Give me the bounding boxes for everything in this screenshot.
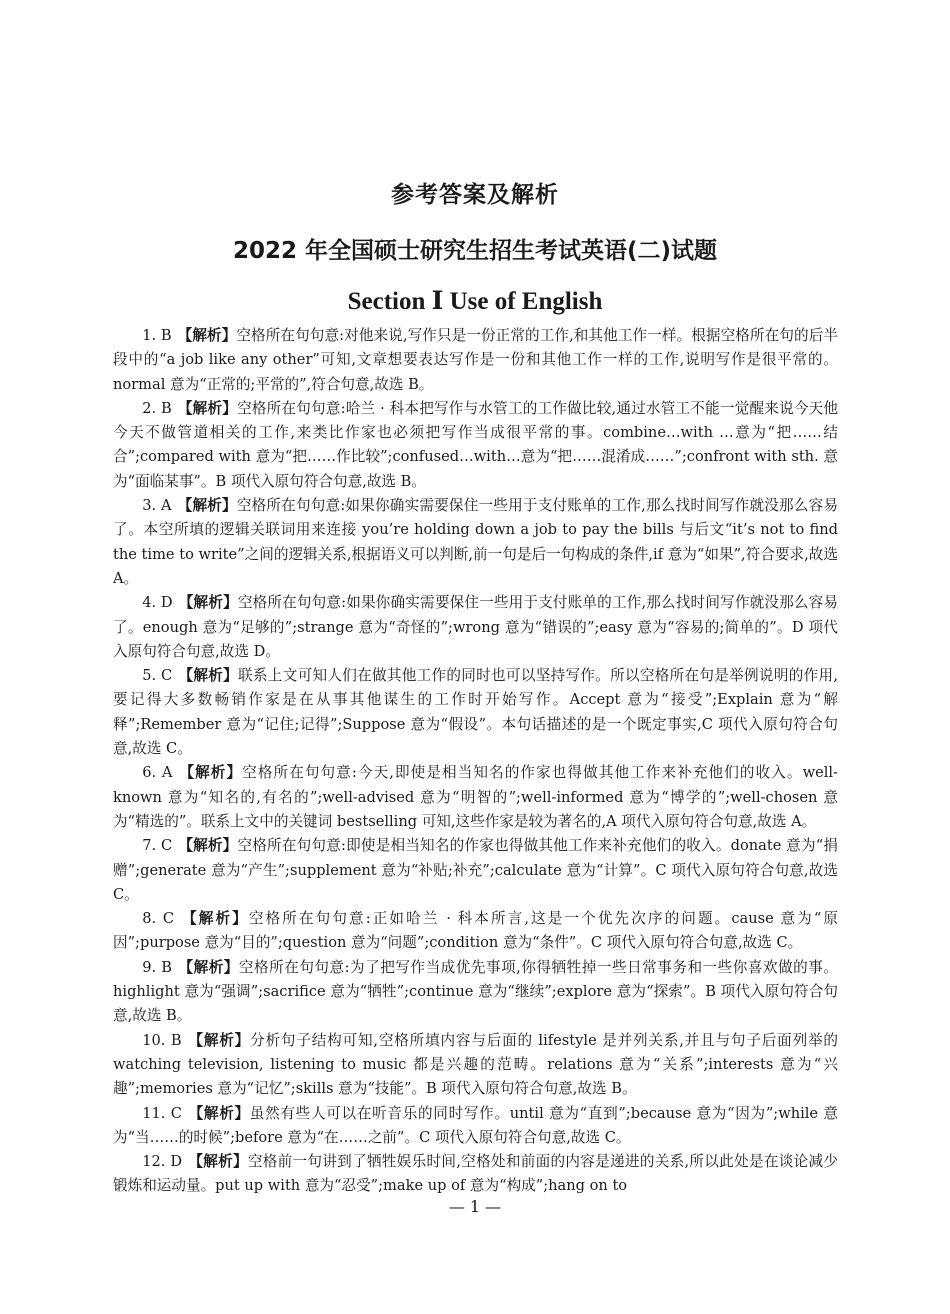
analysis-tag: 【解析】 (178, 594, 238, 612)
answer-item-3 (113, 494, 838, 591)
page-title: 参考答案及解析 (391, 182, 559, 208)
analysis-tag: 【解析】 (188, 1153, 248, 1171)
answer-number: 8. C (142, 910, 175, 928)
analysis-text: 分析句子结构可知,空格所填内容与后面的 lifestyle 是并列关系,并且与句子后面列举的 watching television, listening to music 都是兴趣的范畴。relations 意为“关系”;interests 意为“兴趣”;memories 意为“记忆”;skills 意为“技能”。B 项代入原句符合句意,故选 B。 (113, 1031, 838, 1098)
answer-item-8 (113, 907, 838, 956)
analysis-text: 空格所在句句意:对他来说,写作只是一份正常的工作,和其他工作一样。根据空格所在句的后半段中的“a job like any other”可知,文章想要表达写作是一份和其他工作一样的工作,说明写作是很平常的。normal 意为“正常的;平常的”,符合句意,故选 B。 (113, 327, 838, 393)
analysis-text: 空格所在句句意:正如哈兰 · 科本所言,这是一个优先次序的问题。cause 意为“原因”;purpose 意为“目的”;question 意为“问题”;condition 意为“条件”。C 项代入原句符合句意,故选 C。 (113, 910, 838, 952)
answer-item-5 (113, 664, 838, 761)
analysis-tag: 【解析】 (178, 837, 238, 855)
answer-item-7 (113, 834, 838, 907)
analysis-tag: 【解析】 (177, 399, 238, 417)
answer-number: 11. C (142, 1104, 182, 1122)
answer-number: 5. C (142, 667, 173, 685)
answer-item-2 (113, 397, 838, 494)
analysis-tag: 【解析】 (187, 1031, 251, 1049)
answer-number: 1. B (142, 327, 172, 344)
answer-number: 6. A (142, 764, 173, 782)
answer-item-6 (113, 761, 838, 834)
page-number: — 1 — (448, 1197, 502, 1216)
analysis-text: 虽然有些人可以在听音乐的同时写作。until 意为“直到”;because 意为“因为”;while 意为“当……的时候”;before 意为“在……之前”。C 项代入原句符合句意,故选 C。 (113, 1104, 838, 1146)
answer-item-12 (113, 1150, 838, 1199)
answer-number: 3. A (142, 497, 172, 515)
analysis-text: 空格所在句句意:为了把写作当成优先事项,你得牺牲掉一些日常事务和一些你喜欢做的事。highlight 意为“强调”;sacrifice 意为“牺牲”;continue 意为“继续”;explore 意为“探索”。B 项代入原句符合句意,故选 B。 (113, 958, 838, 1025)
analysis-tag: 【解析】 (177, 497, 237, 515)
answer-item-1 (113, 324, 838, 397)
analysis-tag: 【解析】 (178, 764, 243, 782)
analysis-tag: 【解析】 (177, 958, 239, 976)
analysis-text: 空格所在句句意:如果你确实需要保住一些用于支付账单的工作,那么找时间写作就没那么容易了。本空所填的逻辑关联词用来连接 you’re holding down a job to pay the bills 与后文“it’s not to find the time to write”之间的逻辑关系,根据语义可以判断,前一句是后一句构成的条件,if 意为“如果”,符合要求,故选 A。 (113, 497, 838, 587)
answer-item-10 (113, 1029, 838, 1102)
analysis-tag: 【解析】 (187, 1104, 250, 1122)
answer-item-11 (113, 1102, 838, 1151)
answer-number: 9. B (142, 958, 172, 976)
answer-number: 7. C (142, 837, 173, 855)
analysis-tag: 【解析】 (178, 667, 239, 685)
analysis-text: 联系上文可知人们在做其他工作的同时也可以坚持写作。所以空格所在句是举例说明的作用,要记得大多数畅销作家是在从事其他谋生的工作时开始写作。Accept 意为“接受”;Explain 意为“解释”;Remember 意为“记住;记得”;Suppose 意为“假设”。本句话描述的是一个既定事实,C 项代入原句符合句意,故选 C。 (113, 667, 838, 758)
analysis-tag: 【解析】 (180, 910, 249, 928)
answer-number: 12. D (142, 1153, 183, 1171)
analysis-text: 空格所在句句意:即使是相当知名的作家也得做其他工作来补充他们的收入。donate 意为“捐赠”;generate 意为“产生”;supplement 意为“补贴;补充”;calculate 意为“计算”。C 项代入原句符合句意,故选 C。 (113, 837, 839, 903)
answer-list (113, 324, 838, 1199)
analysis-text: 空格前一句讲到了牺牲娱乐时间,空格处和前面的内容是递进的关系,所以此处是在谈论减少锻炼和运动量。put up with 意为“忍受”;make up of 意为“构成”;hang on to (113, 1153, 838, 1195)
section-heading: Section Ⅰ Use of English (347, 288, 603, 315)
answer-item-9 (113, 956, 838, 1029)
answer-number: 4. D (142, 594, 173, 612)
exam-subtitle: 2022 年全国硕士研究生招生考试英语(二)试题 (232, 238, 718, 264)
answer-number: 10. B (142, 1031, 182, 1049)
analysis-tag: 【解析】 (177, 327, 237, 344)
answer-number: 2. B (142, 399, 172, 417)
answer-item-4 (113, 591, 838, 664)
analysis-text: 空格所在句句意:今天,即使是相当知名的作家也得做其他工作来补充他们的收入。well-known 意为“知名的,有名的”;well-advised 意为“明智的”;well-informed 意为“博学的”;well-chosen 意为“精选的”。联系上文中的关键词 bestselling 可知,这些作家是较为著名的,A 项代入原句符合句意,故选 A。 (113, 764, 838, 830)
analysis-text: 空格所在句句意:哈兰 · 科本把写作与水管工的工作做比较,通过水管工不能一觉醒来说今天他今天不做管道相关的工作,来类比作家也必须把写作当成很平常的事。combine…with …意为“把……结合”;compared with 意为“把……作比较”;confused…with…意为“把……混淆成……”;confront with sth. 意为“面临某事”。B 项代入原句符合句意,故选 B。 (113, 399, 838, 490)
analysis-text: 空格所在句句意:如果你确实需要保住一些用于支付账单的工作,那么找时间写作就没那么容易了。enough 意为“足够的”;strange 意为“奇怪的”;wrong 意为“错误的”;easy 意为“容易的;简单的”。D 项代入原句符合句意,故选 D。 (113, 594, 838, 660)
